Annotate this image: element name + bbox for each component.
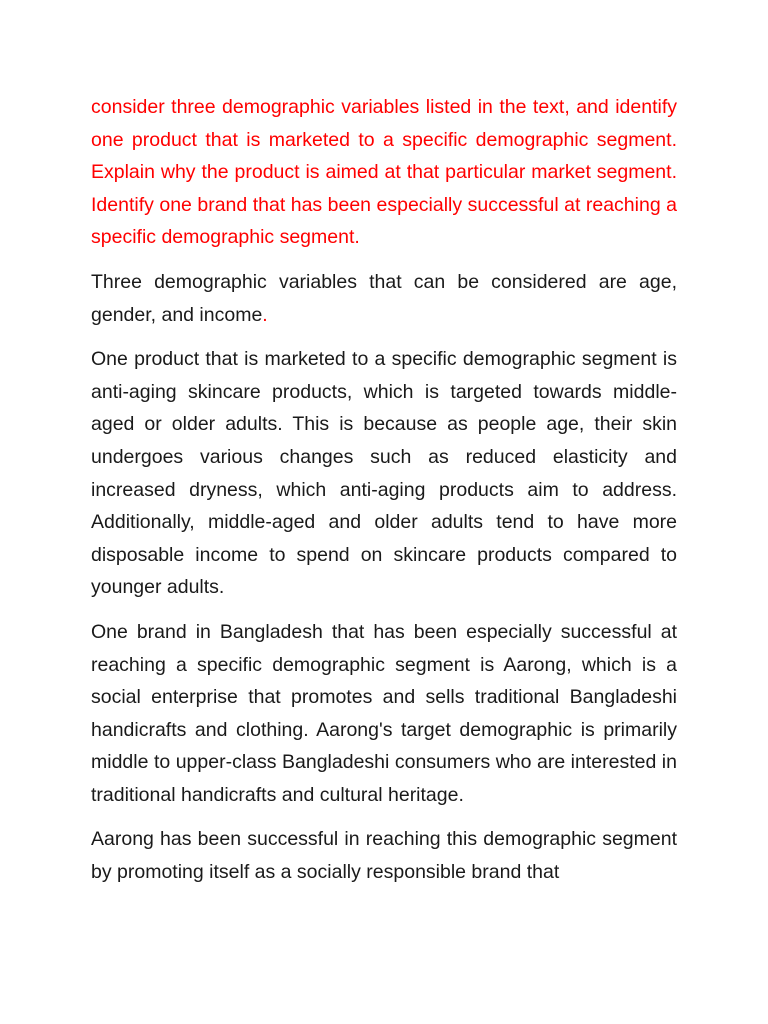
answer-paragraph-product: One product that is marketed to a specific demographic segment is anti-aging skincare products, which is targeted towards middle-aged or older adults. This is because as people age, their skin undergoes various changes such as reduced elasticity and increased dryness, which anti-aging products aim to address. Additionally, middle-aged and older adults tend to have more disposable income to spend on skincare products compared to younger adults.	[91, 348, 677, 599]
answer-paragraph-brand: One brand in Bangladesh that has been especially successful at reaching a specific demographic segment is Aarong, which is a social enterprise that promotes and sells traditional Bangladeshi handicrafts and clothing. Aarong's target demographic is primarily middle to upper-class Bangladeshi consumers who are interested in traditional handicrafts and cultural heritage.	[91, 620, 677, 806]
document-page	[91, 91, 677, 901]
answer-variables-text: Three demographic variables that can be considered are age, gender, and income	[91, 270, 677, 326]
answer-variables-period: .	[262, 303, 268, 326]
answer-paragraph-variables	[91, 266, 677, 331]
assignment-prompt: consider three demographic variables listed in the text, and identify one product that is marketed to a specific demographic segment. Explain why the product is aimed at that particular market segment. Identify one brand that has been especially successful at reaching a specific demographic segment.	[91, 96, 677, 249]
answer-paragraph-success: Aarong has been successful in reaching this demographic segment by promoting itself as a socially responsible brand that	[91, 828, 677, 884]
